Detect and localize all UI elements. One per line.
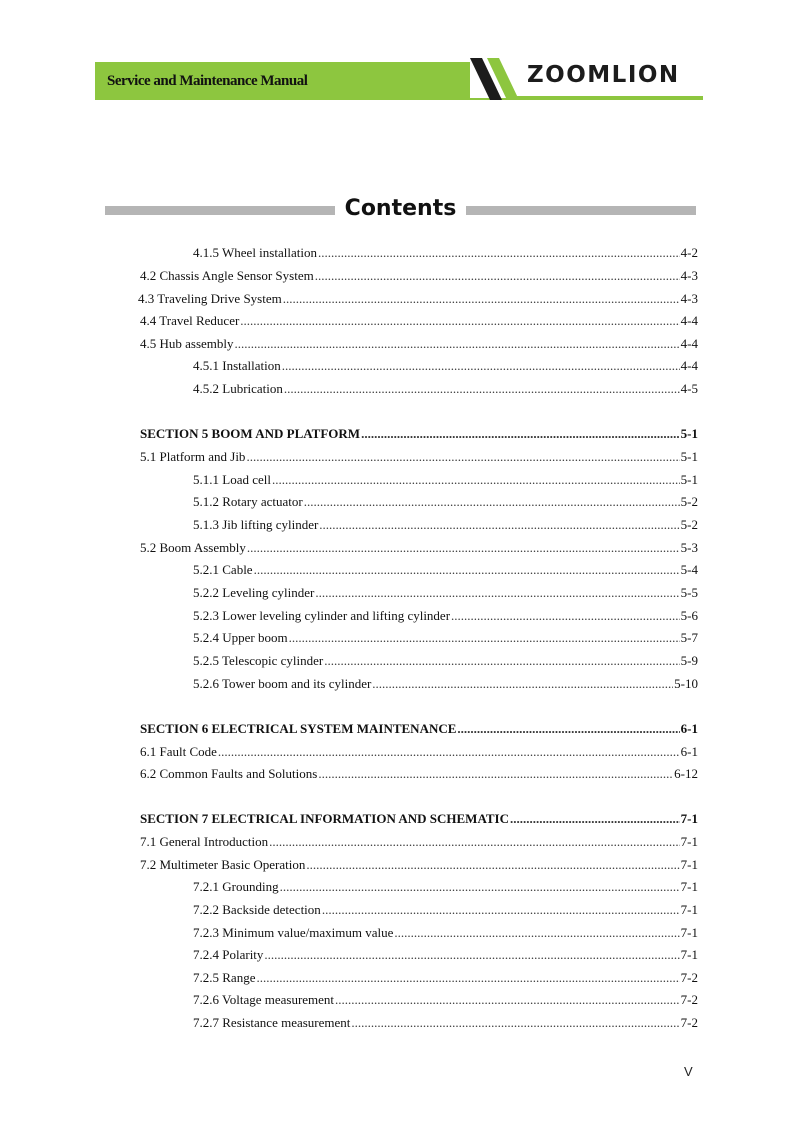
toc-entry[interactable] xyxy=(193,607,698,625)
toc-leader-dots xyxy=(510,810,680,828)
toc-entry-title: 5.2.3 Lower leveling cylinder and lifting cylinder xyxy=(193,608,451,623)
toc-entry-page: 5-7 xyxy=(680,630,698,645)
toc-entry-title: 7.2 Multimeter Basic Operation xyxy=(140,857,306,872)
toc-entry-title: 5.2.1 Cable xyxy=(193,562,253,577)
toc-entry-page: 7-1 xyxy=(680,925,698,940)
toc-section-entry[interactable] xyxy=(140,425,698,443)
contents-title: Contents xyxy=(344,196,457,221)
toc-leader-dots xyxy=(246,448,679,466)
toc-entry-page: 5-9 xyxy=(680,653,698,668)
toc-leader-dots xyxy=(372,675,673,693)
toc-entry[interactable] xyxy=(193,901,698,919)
toc-entry-title: 5.2.4 Upper boom xyxy=(193,630,288,645)
toc-leader-dots xyxy=(318,244,680,262)
toc-leader-dots xyxy=(361,425,680,443)
toc-entry[interactable] xyxy=(193,629,698,647)
toc-entry-title: 6.1 Fault Code xyxy=(140,744,217,759)
toc-entry[interactable] xyxy=(193,516,698,534)
toc-entry[interactable] xyxy=(193,969,698,987)
toc-entry[interactable] xyxy=(193,380,698,398)
toc-entry[interactable] xyxy=(193,561,698,579)
toc-leader-dots xyxy=(451,607,680,625)
toc-entry-page: 5-1 xyxy=(680,449,698,464)
toc-entry[interactable] xyxy=(140,448,698,466)
toc-entry-title: 5.2 Boom Assembly xyxy=(140,540,246,555)
heading-rule-left xyxy=(105,206,335,215)
toc-entry[interactable] xyxy=(140,856,698,874)
toc-entry-page: 4-3 xyxy=(680,291,698,306)
toc-leader-dots xyxy=(457,720,679,738)
toc-entry-title: 5.1 Platform and Jib xyxy=(140,449,246,464)
toc-leader-dots xyxy=(318,765,673,783)
contents-heading-row xyxy=(105,197,696,225)
toc-entry-title: 5.1.2 Rotary actuator xyxy=(193,494,303,509)
toc-entry-title: 7.2.5 Range xyxy=(193,970,256,985)
toc-entry-page: 4-3 xyxy=(680,268,698,283)
toc-entry[interactable] xyxy=(140,312,698,330)
toc-entry-page: 6-12 xyxy=(674,766,698,781)
toc-entry[interactable] xyxy=(193,584,698,602)
toc-leader-dots xyxy=(322,901,680,919)
toc-leader-dots xyxy=(256,969,679,987)
toc-entry[interactable] xyxy=(193,1014,698,1032)
toc-leader-dots xyxy=(394,924,679,942)
toc-entry-page: 4-2 xyxy=(680,245,698,260)
toc-entry-page: 4-4 xyxy=(680,336,698,351)
toc-leader-dots xyxy=(247,539,680,557)
toc-entry-title: 4.5.2 Lubrication xyxy=(193,381,283,396)
toc-entry-title: 7.2.3 Minimum value/maximum value xyxy=(193,925,394,940)
heading-rule-right xyxy=(466,206,696,215)
toc-entry-title: 7.2.1 Grounding xyxy=(193,879,279,894)
toc-entry-page: 5-3 xyxy=(680,540,698,555)
toc-entry[interactable] xyxy=(193,924,698,942)
header-title: Service and Maintenance Manual xyxy=(107,73,308,89)
toc-entry[interactable] xyxy=(140,335,698,353)
toc-entry[interactable] xyxy=(193,991,698,1009)
toc-leader-dots xyxy=(324,652,679,670)
toc-entry[interactable] xyxy=(140,765,698,783)
toc-entry-title: 5.1.1 Load cell xyxy=(193,472,271,487)
toc-entry-page: 7-2 xyxy=(680,1015,698,1030)
toc-leader-dots xyxy=(351,1014,679,1032)
toc-entry-title: 6.2 Common Faults and Solutions xyxy=(140,766,318,781)
toc-entry-page: 5-5 xyxy=(680,585,698,600)
toc-entry-title: SECTION 6 ELECTRICAL SYSTEM MAINTENANCE xyxy=(140,721,457,736)
toc-entry[interactable] xyxy=(193,244,698,262)
toc-leader-dots xyxy=(289,629,680,647)
toc-entry-title: 4.3 Traveling Drive System xyxy=(138,291,282,306)
toc-entry-title: SECTION 5 BOOM AND PLATFORM xyxy=(140,426,361,441)
toc-entry-title: 4.5 Hub assembly xyxy=(140,336,234,351)
toc-entry-page: 5-1 xyxy=(680,472,698,487)
toc-entry-page: 5-2 xyxy=(680,517,698,532)
toc-leader-dots xyxy=(280,878,680,896)
toc-entry[interactable] xyxy=(193,652,698,670)
toc-entry-title: 5.2.6 Tower boom and its cylinder xyxy=(193,676,372,691)
toc-leader-dots xyxy=(264,946,679,964)
toc-entry-title: 5.1.3 Jib lifting cylinder xyxy=(193,517,319,532)
toc-entry-title: 7.2.4 Polarity xyxy=(193,947,264,962)
toc-entry-page: 7-1 xyxy=(680,879,698,894)
toc-entry[interactable] xyxy=(193,878,698,896)
toc-leader-dots xyxy=(282,357,680,375)
toc-leader-dots xyxy=(335,991,680,1009)
toc-entry-page: 5-2 xyxy=(680,494,698,509)
toc-entry[interactable] xyxy=(193,946,698,964)
toc-entry-page: 4-5 xyxy=(680,381,698,396)
toc-entry-page: 7-2 xyxy=(680,970,698,985)
toc-entry-page: 7-1 xyxy=(680,857,698,872)
toc-entry-page: 7-2 xyxy=(680,992,698,1007)
toc-leader-dots xyxy=(283,290,680,308)
toc-leader-dots xyxy=(304,493,680,511)
toc-section-entry[interactable] xyxy=(140,720,698,738)
toc-entry-page: 7-1 xyxy=(680,902,698,917)
toc-entry-page: 7-1 xyxy=(680,811,698,826)
toc-leader-dots xyxy=(306,856,679,874)
toc-leader-dots xyxy=(319,516,679,534)
toc-entry-title: 7.1 General Introduction xyxy=(140,834,269,849)
toc-entry-page: 5-4 xyxy=(680,562,698,577)
toc-entry[interactable] xyxy=(193,675,698,693)
zoomlion-logo-icon xyxy=(470,58,520,100)
toc-section-entry[interactable] xyxy=(140,810,698,828)
toc-entry-title: 7.2.6 Voltage measurement xyxy=(193,992,335,1007)
toc-entry-title: 5.2.2 Leveling cylinder xyxy=(193,585,315,600)
toc-leader-dots xyxy=(254,561,680,579)
toc-leader-dots xyxy=(235,335,680,353)
toc-entry-title: 5.2.5 Telescopic cylinder xyxy=(193,653,324,668)
toc-entry-page: 5-1 xyxy=(680,426,698,441)
toc-entry-page: 7-1 xyxy=(680,834,698,849)
toc-entry-page: 5-10 xyxy=(674,676,698,691)
toc-entry[interactable] xyxy=(193,493,698,511)
toc-entry-title: 7.2.2 Backside detection xyxy=(193,902,321,917)
toc-entry[interactable] xyxy=(140,833,698,851)
toc-entry-title: SECTION 7 ELECTRICAL INFORMATION AND SCHEMATIC xyxy=(140,811,509,826)
toc-entry-page: 7-1 xyxy=(680,947,698,962)
toc-entry-page: 6-1 xyxy=(680,744,698,759)
toc-entry-page: 4-4 xyxy=(680,313,698,328)
page-number: V xyxy=(684,1064,693,1079)
toc-leader-dots xyxy=(272,471,680,489)
toc-entry[interactable] xyxy=(193,357,698,375)
toc-leader-dots xyxy=(218,743,680,761)
toc-entry-title: 4.1.5 Wheel installation xyxy=(193,245,317,260)
toc-entry[interactable] xyxy=(140,743,698,761)
toc-entry-title: 4.2 Chassis Angle Sensor System xyxy=(140,268,314,283)
toc-entry-page: 5-6 xyxy=(680,608,698,623)
toc-entry[interactable] xyxy=(140,267,698,285)
brand-logo-text: ZOOMLION xyxy=(527,62,680,88)
toc-leader-dots xyxy=(240,312,679,330)
toc-entry[interactable] xyxy=(138,290,698,308)
toc-leader-dots xyxy=(315,584,679,602)
toc-leader-dots xyxy=(284,380,680,398)
toc-entry-title: 4.5.1 Installation xyxy=(193,358,281,373)
toc-entry[interactable] xyxy=(140,539,698,557)
toc-entry[interactable] xyxy=(193,471,698,489)
toc-leader-dots xyxy=(269,833,680,851)
toc-entry-page: 4-4 xyxy=(680,358,698,373)
toc-entry-page: 6-1 xyxy=(680,721,698,736)
toc-entry-title: 7.2.7 Resistance measurement xyxy=(193,1015,351,1030)
logo-underline xyxy=(512,96,703,100)
toc-leader-dots xyxy=(315,267,680,285)
toc-entry-title: 4.4 Travel Reducer xyxy=(140,313,240,328)
